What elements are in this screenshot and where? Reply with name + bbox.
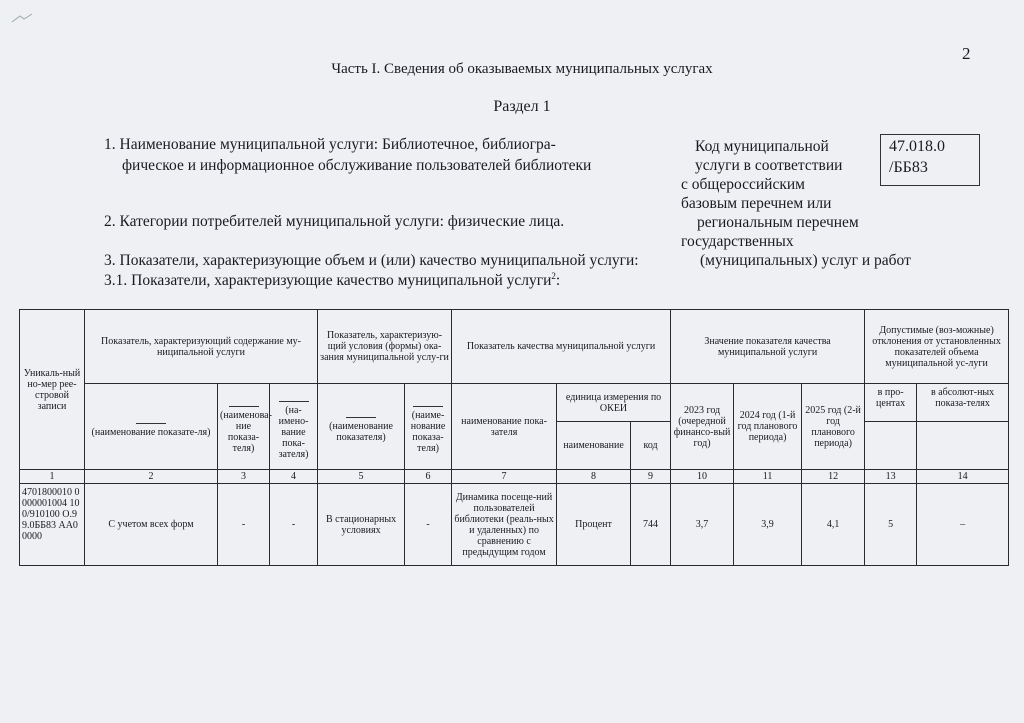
col-number: 13 xyxy=(865,470,917,484)
section-title: Раздел 1 xyxy=(493,98,551,115)
col-number: 5 xyxy=(318,470,405,484)
col-number: 3 xyxy=(218,470,270,484)
item31-footnote: 2 xyxy=(551,271,556,281)
cell-deviation-percent: 5 xyxy=(865,484,917,566)
sub-condition-name-2 xyxy=(405,384,452,470)
col-number: 6 xyxy=(405,470,452,484)
column-number-row xyxy=(20,470,1009,484)
sub-year-2024: 2024 год (1-й год планового периода) xyxy=(734,384,802,470)
cell-value-2023: 3,7 xyxy=(671,484,734,566)
sub-quality-name: наименование пока-зателя xyxy=(452,384,557,470)
service-code-line1: 47.018.0 xyxy=(889,138,945,155)
sub-deviation-absolute-blank xyxy=(917,422,1009,470)
quality-indicators-table xyxy=(19,309,1009,566)
header-unique-number: Уникаль-ный но-мер рее-стровой записи xyxy=(20,310,85,470)
table-row xyxy=(20,484,1009,566)
table-header-row-1 xyxy=(20,310,1009,384)
cell-value-2025: 4,1 xyxy=(802,484,865,566)
cell-condition-2: - xyxy=(405,484,452,566)
header-conditions-indicator: Показатель, характеризую-щий условия (формы) ока-зания муниципальной услу-ги xyxy=(318,310,452,384)
cell-content-2: - xyxy=(218,484,270,566)
header-quality-indicator: Показатель качества муниципальной услуги xyxy=(452,310,671,384)
col-number: 8 xyxy=(557,470,631,484)
cell-unit-code: 744 xyxy=(631,484,671,566)
col-number: 4 xyxy=(270,470,318,484)
col-number: 11 xyxy=(734,470,802,484)
sub-content-name-1-text: (наименование показате-ля) xyxy=(91,426,211,438)
sub-content-name-2 xyxy=(218,384,270,470)
sub-content-name-3 xyxy=(270,384,318,470)
col-number: 7 xyxy=(452,470,557,484)
cell-condition-1: В стационарных условиях xyxy=(318,484,405,566)
header-deviation: Допустимые (воз-можные) отклонения от установленных показателей объема муниципальной ус-луги xyxy=(865,310,1009,384)
cell-value-2024: 3,9 xyxy=(734,484,802,566)
code-label-line2: услуги в соответствии xyxy=(695,157,843,174)
col-number: 9 xyxy=(631,470,671,484)
page-number: 2 xyxy=(962,44,971,63)
sub-year-2025: 2025 год (2-й год планового периода) xyxy=(802,384,865,470)
item2-consumers: 2. Категории потребителей муниципальной услуги: физические лица. xyxy=(104,213,565,230)
sub-condition-name-1-text: (наименование показателя) xyxy=(329,421,393,443)
code-label-line4: базовым перечнем или xyxy=(681,195,832,212)
service-code-box xyxy=(880,134,980,186)
item31-colon: : xyxy=(555,272,561,290)
header-content-indicator: Показатель, характеризующий содержание му-ниципальной услуги xyxy=(85,310,318,384)
sub-unit-name: наименование xyxy=(557,422,631,470)
sub-deviation-percent: в про-центах xyxy=(865,384,917,422)
col-number: 10 xyxy=(671,470,734,484)
sub-content-name-2-text: (наименова-ние показа-теля) xyxy=(220,410,272,454)
sub-condition-name-2-text: (наиме-нование показа-теля) xyxy=(410,410,446,454)
code-label-line6: государственных xyxy=(681,233,794,250)
cell-deviation-absolute: – xyxy=(917,484,1009,566)
item31-quality xyxy=(104,271,560,290)
col-number: 14 xyxy=(917,470,1009,484)
code-label-line7: (муниципальных) услуг и работ xyxy=(700,252,911,269)
code-label-line3: с общероссийским xyxy=(681,176,805,193)
sub-unit-code: код xyxy=(631,422,671,470)
item31-text: 3.1. Показатели, характеризующие качество муниципальной услуги xyxy=(104,272,552,290)
cell-content-1: С учетом всех форм xyxy=(85,484,218,566)
col-number: 2 xyxy=(85,470,218,484)
header-quality-value: Значение показателя качества муниципальной услуги xyxy=(671,310,865,384)
sub-unit-okei: единица измерения по ОКЕИ xyxy=(557,384,671,422)
cell-unit-name: Процент xyxy=(557,484,631,566)
sub-deviation-percent-blank xyxy=(865,422,917,470)
code-label-line5: региональным перечнем xyxy=(697,214,859,231)
cell-content-3: - xyxy=(270,484,318,566)
sub-condition-name-1 xyxy=(318,384,405,470)
service-code-line2: /ББ83 xyxy=(889,159,928,176)
cell-registry-number: 4701800010 0000001004 100/910100 О.99.0ББ83 АА00000 xyxy=(20,484,85,566)
col-number: 1 xyxy=(20,470,85,484)
sub-content-name-3-text: (на-имено-вание пока-зателя) xyxy=(278,404,309,460)
item1-line1: 1. Наименование муниципальной услуги: Библиотечное, библиогра- xyxy=(104,136,556,153)
part-title: Часть I. Сведения об оказываемых муниципальных услугах xyxy=(331,61,713,77)
code-label-line1: Код муниципальной xyxy=(695,138,829,155)
pencil-scribble-mark xyxy=(10,10,50,26)
col-number: 12 xyxy=(802,470,865,484)
cell-quality-indicator: Динамика посеще-ний пользователей библиотеки (реаль-ных и удаленных) по сравнению с предыдущим годом xyxy=(452,484,557,566)
table-header-row-2 xyxy=(20,384,1009,422)
sub-year-2023: 2023 год (очередной финансо-вый год) xyxy=(671,384,734,470)
sub-content-name-1 xyxy=(85,384,218,470)
sub-deviation-absolute: в абсолют-ных показа-телях xyxy=(917,384,1009,422)
item1-line2: фическое и информационное обслуживание пользователей библиотеки xyxy=(122,157,592,174)
item3-indicators: 3. Показатели, характеризующие объем и (или) качество муниципальной услуги: xyxy=(104,252,639,269)
